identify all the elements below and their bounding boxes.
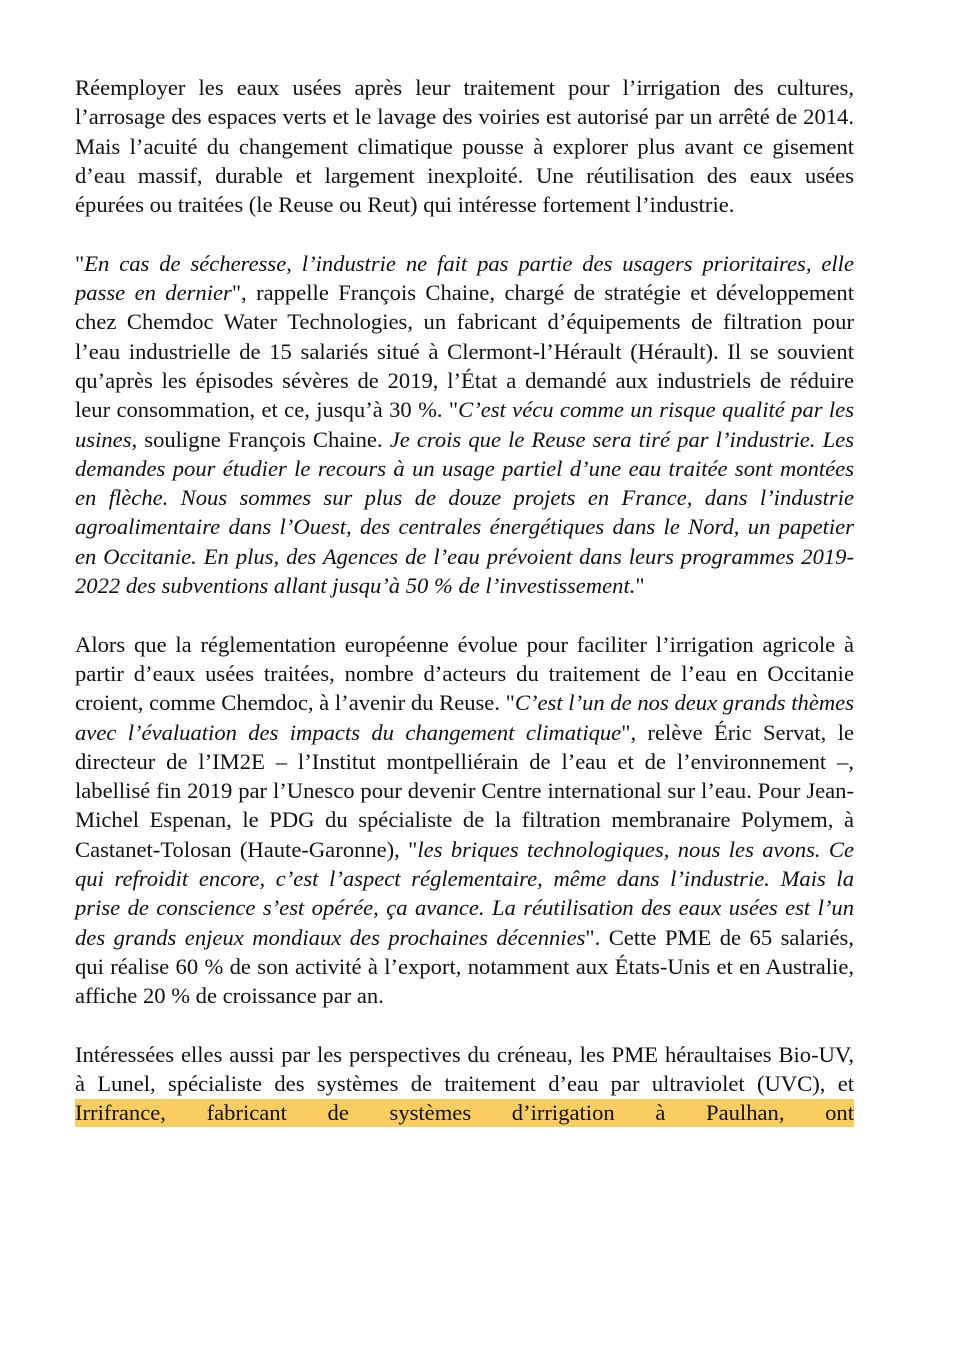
text-segment: Intéressées elles aussi par les perspectives du créneau, les PME héraultaises Bio-UV, à Lunel, spécialiste des systèmes de traitement d’eau par ultraviolet (UVC), et: [75, 1041, 854, 1097]
text-segment: ": [75, 250, 85, 276]
text-segment: Alors que la réglementation européenne évolue pour faciliter l’irrigation agricole à partir d’eaux usées traitées, nombre d’acteurs du traitement de l’eau en Occitanie croient, comme Chemdoc, à l’avenir du Reuse. ": [75, 631, 854, 716]
paragraph-chemdoc-quote: [75, 249, 854, 601]
highlighted-text[interactable]: Irrifrance, fabricant de systèmes d’irrigation à Paulhan, ont: [75, 1100, 854, 1126]
paragraph-occitanie-actors: [75, 630, 854, 1011]
paragraph-herault-pme: [75, 1040, 854, 1128]
text-segment: ": [635, 573, 645, 599]
text-segment: ", rappelle François Chaine, chargé de stratégie et développement chez Chemdoc Water Technologies, un fabricant d’équipements de filtration pour l’eau industrielle de 15 salariés situé à Clermont-l’Hérault (Hérault). Il se souvient qu’après les épisodes sévères de 2019, l’État a demandé aux industriels de réduire leur consommation, et ce, jusqu’à 30 %. ": [75, 280, 855, 423]
text-segment: ", relève Éric Servat, le directeur de l’IM2E – l’Institut montpelliérain de l’eau et de l’environnement –, labellisé fin 2019 par l’Unesco pour devenir Centre international sur l’eau. Pour Jean-Michel Espenan, le PDG du spécialiste de la filtration membranaire Polymem, à Castanet-Tolosan (Haute-Garonne), ": [75, 719, 854, 862]
quote-italic: C’est vécu comme un risque qualité par les usines,: [75, 397, 854, 452]
quote-italic: C’est l’un de nos deux grands thèmes avec l’évaluation des impacts du changement climatique: [75, 690, 854, 745]
paragraph-reuse-intro: [75, 73, 854, 219]
text-segment: Réemployer les eaux usées après leur traitement pour l’irrigation des cultures, l’arrosage des espaces verts et le lavage des voiries est autorisé par un arrêté de 2014. Mais l’acuité du changement climatique pousse à explorer plus avant ce gisement d’eau massif, durable et largement inexploité. Une réutilisation des eaux usées épurées ou traitées (le Reuse ou Reut) qui intéresse fortement l’industrie.: [75, 75, 854, 218]
quote-italic: Je crois que le Reuse sera tiré par l’industrie. Les demandes pour étudier le recours à un usage partiel d’une eau traitée sont montées en flèche. Nous sommes sur plus de douze projets en France, dans l’industrie agroalimentaire dans l’Ouest, des centrales énergétiques dans le Nord, un papetier en Occitanie. En plus, des Agences de l’eau prévoient dans leurs programmes 2019-2022 des subventions allant jusqu’à 50 % de l’investissement.: [75, 426, 854, 599]
text-segment: ". Cette PME de 65 salariés, qui réalise 60 % de son activité à l’export, notamment aux États-Unis et en Australie, affiche 20 % de croissance par an.: [75, 924, 854, 1009]
quote-italic: En cas de sécheresse, l’industrie ne fait pas partie des usagers prioritaires, elle passe en dernier: [75, 250, 854, 306]
document-page: [75, 73, 854, 1157]
quote-italic: les briques technologiques, nous les avons. Ce qui refroidit encore, c’est l’aspect réglementaire, même dans l’industrie. Mais la prise de conscience s’est opérée, ça avance. La réutilisation des eaux usées est l’un des grands enjeux mondiaux des prochaines décennies: [75, 836, 854, 950]
text-segment: souligne François Chaine.: [137, 426, 390, 452]
